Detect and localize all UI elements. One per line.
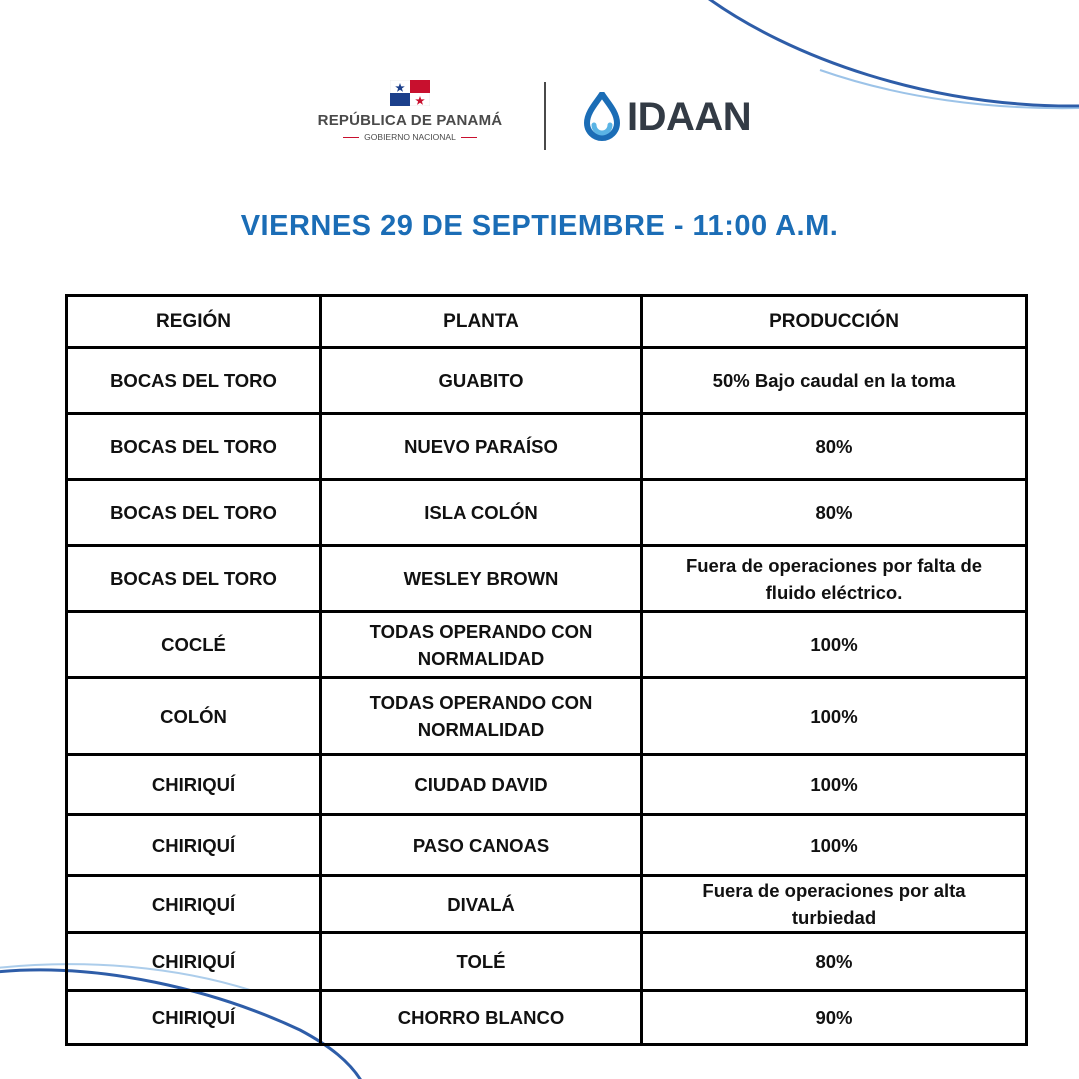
cell-region: CHIRIQUÍ [67, 815, 321, 876]
gov-subtitle: GOBIERNO NACIONAL [364, 132, 456, 142]
header-produccion: PRODUCCIÓN [642, 296, 1027, 348]
cell-produccion: 80% [642, 933, 1027, 991]
cell-region: CHIRIQUÍ [67, 755, 321, 815]
cell-planta: TODAS OPERANDO CON NORMALIDAD [321, 612, 642, 678]
cell-planta: GUABITO [321, 348, 642, 414]
cell-planta: WESLEY BROWN [321, 546, 642, 612]
cell-produccion: 80% [642, 414, 1027, 480]
table-row [67, 480, 1027, 546]
cell-planta: TOLÉ [321, 933, 642, 991]
table-row [67, 612, 1027, 678]
table-row [67, 876, 1027, 933]
cell-produccion: 90% [642, 991, 1027, 1045]
cell-region: CHIRIQUÍ [67, 991, 321, 1045]
table-row [67, 678, 1027, 755]
gov-subtitle-row [312, 132, 508, 142]
page-title: VIERNES 29 DE SEPTIEMBRE - 11:00 A.M. [240, 210, 839, 242]
cell-produccion: Fuera de operaciones por falta de fluido eléctrico. [642, 546, 1027, 612]
cell-planta: NUEVO PARAÍSO [321, 414, 642, 480]
gobierno-nacional-logo [312, 80, 508, 142]
cell-region: COLÓN [67, 678, 321, 755]
table-row [67, 348, 1027, 414]
header-planta: PLANTA [321, 296, 642, 348]
cell-planta: TODAS OPERANDO CON NORMALIDAD [321, 678, 642, 755]
cell-produccion: Fuera de operaciones por alta turbiedad [642, 876, 1027, 933]
table-row [67, 815, 1027, 876]
idaan-logo [581, 92, 751, 142]
cell-region: BOCAS DEL TORO [67, 348, 321, 414]
cell-produccion: 100% [642, 755, 1027, 815]
logo-divider [544, 82, 546, 150]
table-header-row [67, 296, 1027, 348]
cell-produccion: 100% [642, 815, 1027, 876]
cell-region: CHIRIQUÍ [67, 933, 321, 991]
cell-planta: DIVALÁ [321, 876, 642, 933]
cell-planta: CIUDAD DAVID [321, 755, 642, 815]
cell-region: CHIRIQUÍ [67, 876, 321, 933]
table-row [67, 755, 1027, 815]
cell-produccion: 100% [642, 612, 1027, 678]
cell-region: COCLÉ [67, 612, 321, 678]
cell-produccion: 50% Bajo caudal en la toma [642, 348, 1027, 414]
table-row [67, 933, 1027, 991]
cell-region: BOCAS DEL TORO [67, 546, 321, 612]
cell-region: BOCAS DEL TORO [67, 480, 321, 546]
divider-line [343, 137, 359, 138]
production-table [65, 294, 1028, 1046]
cell-planta: ISLA COLÓN [321, 480, 642, 546]
cell-produccion: 100% [642, 678, 1027, 755]
cell-region: BOCAS DEL TORO [67, 414, 321, 480]
panama-flag-icon [390, 80, 430, 106]
header-region: REGIÓN [67, 296, 321, 348]
water-drop-icon [581, 92, 623, 142]
cell-planta: CHORRO BLANCO [321, 991, 642, 1045]
org-name: IDAAN [627, 95, 752, 139]
cell-planta: PASO CANOAS [321, 815, 642, 876]
table-row [67, 546, 1027, 612]
cell-produccion: 80% [642, 480, 1027, 546]
divider-line [461, 137, 477, 138]
table-row [67, 414, 1027, 480]
table-row [67, 991, 1027, 1045]
gov-name: REPÚBLICA DE PANAMÁ [317, 112, 503, 129]
